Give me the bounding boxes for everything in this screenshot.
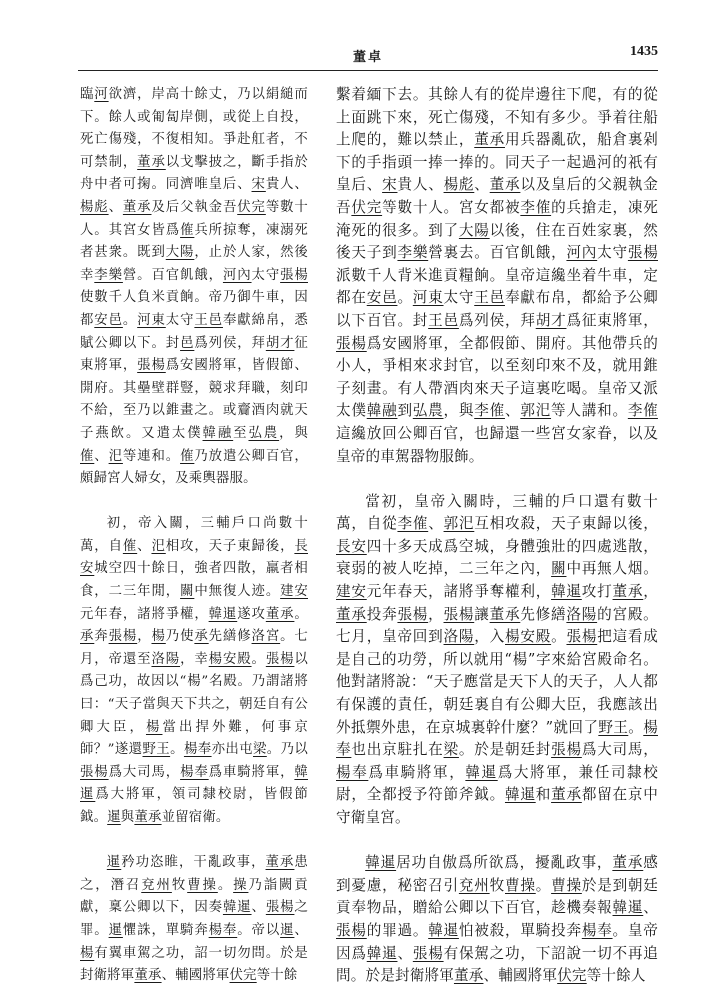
text-run: 城空四十餘日，強者四散，羸者相食，二三年閒， [80,561,308,600]
proper-name: 汜 [108,448,123,464]
running-head: 董卓 [352,50,383,65]
text-run: 以戈擊披之，斷手指於舟中者可掬。同濟唯皇后、 [80,154,308,193]
text-run: 先繕修 [208,629,252,645]
text-run: 乃詣闕貢獻，稟公卿以下，因奏 [80,877,308,916]
proper-name: 張楊 [80,764,109,780]
proper-name: 張楊 [265,651,295,667]
text-run: ，止於人家，然後幸 [80,245,308,283]
proper-name: 董承 [137,154,166,170]
proper-name: 承 [194,629,209,645]
text-run: 。 [551,628,567,646]
proper-name: 河內 [222,267,252,283]
text-run: 懼誅，單騎奔 [122,922,209,938]
text-run: 。 [217,877,234,893]
text-run: 以及皇后的父親執金吾 [336,176,658,216]
proper-name: 楊 [145,719,163,735]
text-run: 太守 [443,289,475,307]
proper-name: 楊 [80,945,95,961]
proper-name: 宋 [251,177,266,193]
proper-name: 董承 [453,967,484,985]
text-run: 、 [94,448,109,464]
text-run: 臨 [80,87,95,102]
proper-name: 董承 [489,176,521,194]
proper-name: 楊奉 [581,921,613,939]
text-run: 。 [170,742,184,758]
proper-name: 楊奉 [336,763,369,781]
proper-name: 張楊 [280,267,308,283]
text-run: 欲濟，岸高十餘丈，乃以絹縋而下。餘人或匍匐岸側，或從上自投，死亡傷殘，不復相知。爭赴舡者，不可禁制， [80,87,308,170]
text-run: 初，帝入關，三輔戶口尚數十萬，自 [80,516,308,554]
text-run: 矜功恣睢，干亂政事， [121,855,266,871]
proper-name: 韓暹 [465,763,498,781]
proper-name: 關 [551,560,567,578]
text-run: 爲列侯，拜 [194,335,266,351]
page-header [78,44,658,71]
text-run: 的宮殿。七月，皇帝回到 [336,605,658,646]
proper-name: 河 [94,87,109,102]
text-run: 之罪。 [80,900,308,938]
text-run: 攻打 [581,583,613,601]
proper-name: 弘農 [248,425,280,441]
text-run: 與 [120,810,135,825]
text-run: 太守 [165,312,195,328]
proper-name: 李傕 [627,402,658,420]
classical-paragraph-2 [80,513,308,829]
translation-paragraph-2 [336,491,658,830]
paragraph-gap [80,830,308,853]
proper-name: 韓暹 [222,900,252,916]
text-run: 、 [294,922,308,938]
text-run: 等人講和。 [551,402,628,420]
proper-name: 張楊 [412,944,444,962]
proper-name: 胡才 [265,335,295,351]
proper-name: 楊安殿 [505,628,552,646]
page-number: 1435 [630,44,658,59]
proper-name: 安邑 [366,289,398,307]
text-run: 。皇帝因爲 [336,921,658,962]
proper-name: 張楊 [397,605,429,623]
proper-name: 伏完 [237,199,266,215]
proper-name: 伏完 [351,198,383,216]
proper-name: 長安 [80,538,308,577]
paragraph-gap [80,491,308,514]
text-run: 。 [628,718,644,736]
text-run: 相攻，天子東歸後， [165,538,295,554]
text-run: 營裏去。百官飢餓， [428,244,567,262]
proper-name: 張楊 [336,921,367,939]
text-run: 元年春天，諸將爭奪權利， [366,583,552,601]
proper-name: 洛宮 [251,629,281,645]
text-run: 爲車騎將軍， [368,763,466,781]
proper-name: 郭汜 [520,402,552,420]
proper-name: 野王 [598,718,629,736]
proper-name: 董承 [265,855,295,871]
text-run: 、 [474,176,490,194]
proper-name: 建安 [336,583,367,601]
proper-name: 李樂 [397,244,429,262]
text-run: 征東將軍， [80,335,308,374]
proper-name: 韓暹 [208,606,238,622]
proper-name: 暹 [107,810,121,825]
translation-paragraph-1 [336,84,658,468]
text-run: 。七月，帝還至 [80,629,308,667]
text-run: 、輔國將軍 [161,968,230,984]
text-run: 營。百官飢餓， [122,267,223,283]
proper-name: 董承 [122,199,152,215]
text-run: 至 [233,425,249,441]
text-run: 遂攻 [237,606,266,622]
proper-name: 野王 [142,742,171,758]
text-run: 兵所掠奪，凍溺死者甚衆。既到 [80,222,308,261]
proper-name: 汜 [151,538,166,554]
text-run: 元年春，諸將爭權， [80,606,209,622]
proper-name: 楊彪 [80,199,109,215]
proper-name: 董承 [134,810,162,825]
text-run: 。帝以 [237,922,281,938]
text-run: 等數十人。宮女都被 [382,198,521,216]
text-run: 以後，住在百姓家裏，然後天子到 [336,221,658,262]
proper-name: 韓暹 [612,899,644,917]
proper-name: 曹操 [187,877,218,893]
text-run: ，與 [279,425,308,441]
text-run: 奉獻布帛，都給予公卿以下百官。封 [336,289,658,329]
text-run: 。 [535,876,552,894]
proper-name: 韓暹 [366,944,398,962]
text-run: 奔 [94,629,109,645]
proper-name: 楊 [151,629,166,645]
text-run: 乃使 [165,629,195,645]
text-run: 。 [397,289,413,307]
translation-column [336,84,658,988]
proper-name: 楊奉 [336,718,658,759]
proper-name: 傕 [80,448,95,464]
proper-name: 張楊 [336,334,367,352]
proper-name: 河東 [412,289,444,307]
text-run: 派數千人背米進貢糧餉。皇帝這纔坐着牛車，定都在 [336,266,658,307]
proper-name: 兗州 [141,877,172,893]
proper-name: 宋 [382,176,398,194]
proper-name: 暹 [108,922,123,938]
proper-name: 安邑 [94,312,123,328]
text-run: 、 [108,199,123,215]
classical-paragraph-1 [80,84,308,491]
text-run: 把這看成是自己的功勞，所以就用“楊”字來給宮殿命名。他對諸將說：“天子應當是天下人的天子，人人都有保護的責任，朝廷裏自有公卿大臣，我應該出外抵禦外患，在京城裏幹什麼？”就回了 [336,628,658,736]
proper-name: 曹操 [505,876,536,894]
text-run: 這纔放回公卿百官，也歸還一些宮女家眷，以及皇帝的車駕器物服飾。 [336,424,658,465]
proper-name: 暹 [280,922,295,938]
text-run: 爲大司馬， [581,741,658,759]
proper-name: 邑 [180,335,195,351]
text-run: 以爲己功，故因以“楊”名殿。乃謂諸將曰：“天子當與天下共之，朝廷自有公卿大臣， [80,651,308,735]
text-run: ，與 [443,402,475,420]
proper-name: 郭汜 [443,515,475,533]
classical-paragraph-3 [80,852,308,988]
text-run: 爲安國將軍，皆假節、開府。其壘壁群豎，競求拜職，刻印不給，至乃以錐畫之。或齎酒肉就天子燕飲。又遣太僕 [80,358,308,441]
text-run: 都留在京中守衛皇宮。 [336,786,658,826]
text-run: 患之，潛召 [80,855,308,893]
text-run: 、 [137,538,152,554]
proper-name: 董承 [474,131,505,149]
text-run: 等數十人。其宮女皆爲 [80,199,308,238]
paragraph-gap [336,830,658,853]
text-run: ， [428,605,444,623]
proper-name: 操 [233,877,249,893]
text-run: 、 [397,944,413,962]
proper-name: 弘農 [412,402,444,420]
text-run: 用兵器亂砍，船倉裏剁下的手指頭一捧一捧的。同天子一起過河的祇有皇后、 [336,131,658,194]
text-run: 亦出屯 [211,742,253,758]
proper-name: 董承 [265,606,295,622]
text-run: 。 [294,606,308,622]
text-run: 。於是朝廷封 [458,741,552,759]
proper-name: 張楊 [137,358,166,374]
proper-name: 韓暹 [551,583,582,601]
text-run: 投奔 [366,605,398,623]
proper-name: 韓融 [366,402,398,420]
proper-name: 伏完 [229,968,257,984]
text-run: 等十餘人 [586,967,646,985]
proper-name: 傕 [122,538,138,554]
proper-name: 董承 [612,583,644,601]
text-run: 居功自傲爲所欲爲，擾亂政事， [396,854,613,872]
proper-name: 楊奉 [183,742,212,758]
text-run: 感到憂慮，秘密召引 [336,854,658,894]
text-run: 爲安國將軍，全都假節、開府。其他帶兵的小人，爭相來求封官，以至刻印來不及，就用錐子刻畫。有人帶酒肉來天子這裏吃喝。皇帝又派太僕 [336,334,658,420]
text-run: 奉獻綿帛，悉賦公卿以下。封 [80,312,308,351]
proper-name: 楊彪 [443,176,475,194]
text-run: ，幸 [180,651,209,667]
text-run: 、輔國將軍 [483,967,558,985]
text-run: 牧 [489,876,505,894]
text-run: 、 [643,899,658,917]
proper-name: 韓融 [202,425,234,441]
text-run: ，入 [474,628,505,646]
proper-name: 張楊 [108,629,138,645]
proper-name: 李傕 [397,515,429,533]
proper-name: 傕 [180,448,195,464]
text-run: ， [137,629,152,645]
proper-name: 張楊 [551,741,582,759]
proper-name: 承 [80,629,95,645]
text-run: 先修繕 [520,605,567,623]
text-run: 當出捍外難，何事京師？”遂還 [80,719,308,758]
text-run: 。 [251,651,266,667]
text-run: 和 [535,786,552,804]
text-run: 爲車騎將軍， [208,764,295,780]
proper-name: 董承 [134,968,162,984]
text-run: 互相攻殺，天子東歸以後， [474,515,658,533]
text-run: 使數千人負米貢餉。帝乃御牛車，因都 [80,290,308,328]
text-run: 乃放遣公卿百官，頗歸宮人婦女，及乘輿器服。 [80,448,308,487]
proper-name: 李傕 [520,198,552,216]
text-run: 等連和。 [122,448,181,464]
text-run: 爲大將軍，領司隸校尉，皆假節鉞。 [80,787,308,825]
proper-name: 大陽 [458,221,490,239]
proper-name: 梁 [443,741,459,759]
proper-name: 楊安殿 [208,651,252,667]
text-run: 有保駕之功，下詔說一切不再追問。於是封衛將軍 [336,944,658,985]
text-run: 到 [397,402,413,420]
text-run: 爲大司馬， [108,764,181,780]
text-run: 等十餘 [256,968,298,984]
proper-name: 韓暹 [80,764,308,803]
text-run: 及后父執金吾 [151,199,238,215]
text-run: 爲列侯，拜 [458,311,536,329]
proper-name: 大陽 [165,245,195,261]
text-run: 。 [122,312,138,328]
text-run: 也出京駐扎在 [351,741,444,759]
proper-name: 王邑 [194,312,223,328]
text-run: 、 [504,402,521,420]
proper-name: 董承 [551,786,582,804]
text-run: 有翼車駕之功，詔一切勿問。於是封衛將軍 [80,945,308,984]
text-run: 、 [428,515,444,533]
classical-text-column [80,84,308,988]
text-run: 太守 [597,244,628,262]
text-run: 中無復人迹。 [194,584,281,600]
text-run: 四十多天成爲空城，身體強壯的四處逃散，衰弱的被人吃掉，二三年之內， [336,537,658,578]
proper-name: 韓暹 [428,921,459,939]
text-run: 牧 [171,877,188,893]
proper-name: 關 [180,584,195,600]
text-run: 太守 [251,267,281,283]
text-run: 。乃以 [266,742,308,758]
proper-name: 李傕 [474,402,505,420]
proper-name: 洛陽 [151,651,181,667]
proper-name: 傕 [180,222,195,238]
proper-name: 楊奉 [180,764,209,780]
proper-name: 王邑 [474,289,505,307]
proper-name: 張楊 [265,900,295,916]
paragraph-gap [336,468,658,491]
proper-name: 楊奉 [208,922,238,938]
proper-name: 暹 [106,855,122,871]
proper-name: 河東 [137,312,166,328]
text-run: 的兵搶走，凍死淹死的很多。到了 [336,198,658,239]
text-run: 並留宿衛。 [161,810,230,825]
text-run: 、 [251,900,266,916]
text-run: 當初，皇帝入關時，三輔的戶口還有數十萬，自從 [336,492,658,533]
proper-name: 張楊 [566,628,598,646]
text-run: 貴人、 [265,177,308,193]
proper-name: 韓暹 [365,854,397,872]
text-run: 讓 [474,605,490,623]
proper-name: 長安 [336,537,367,555]
translation-paragraph-3 [336,852,658,988]
text-run: 於是到朝廷貢奉物品，贈給公卿以下百官，趁機奏報 [336,876,658,917]
proper-name: 張楊 [443,605,475,623]
text-run: 爲大將軍，兼任司隸校尉，全都授予符節斧鉞。 [336,763,658,804]
proper-name: 董承 [612,854,644,872]
proper-name: 兗州 [458,876,490,894]
proper-name: 建安 [280,584,308,600]
proper-name: 河內 [566,244,598,262]
proper-name: 董承 [336,605,367,623]
proper-name: 董承 [489,605,521,623]
proper-name: 梁 [252,742,267,758]
text-run: 怕被殺，單騎投奔 [458,921,582,939]
text-run: 繫着緬下去。其餘人有的從岸邊往下爬，有的從上面跳下來，死亡傷殘，不知有多少。爭着往船上爬的，難以禁止， [336,86,658,149]
proper-name: 李樂 [94,267,123,283]
proper-name: 曹操 [551,876,582,894]
proper-name: 洛陽 [566,605,598,623]
text-run: 爲征東將軍， [566,311,658,329]
text-run: 的罪過。 [366,921,429,939]
proper-name: 韓暹 [504,786,536,804]
proper-name: 張楊 [627,244,658,262]
text-run: ， [643,583,658,601]
proper-name: 胡才 [535,311,567,329]
proper-name: 伏完 [557,967,587,985]
proper-name: 洛陽 [443,628,475,646]
text-run: 貴人、 [397,176,444,194]
text-run: 中再無人烟。 [566,560,658,578]
proper-name: 王邑 [428,311,459,329]
